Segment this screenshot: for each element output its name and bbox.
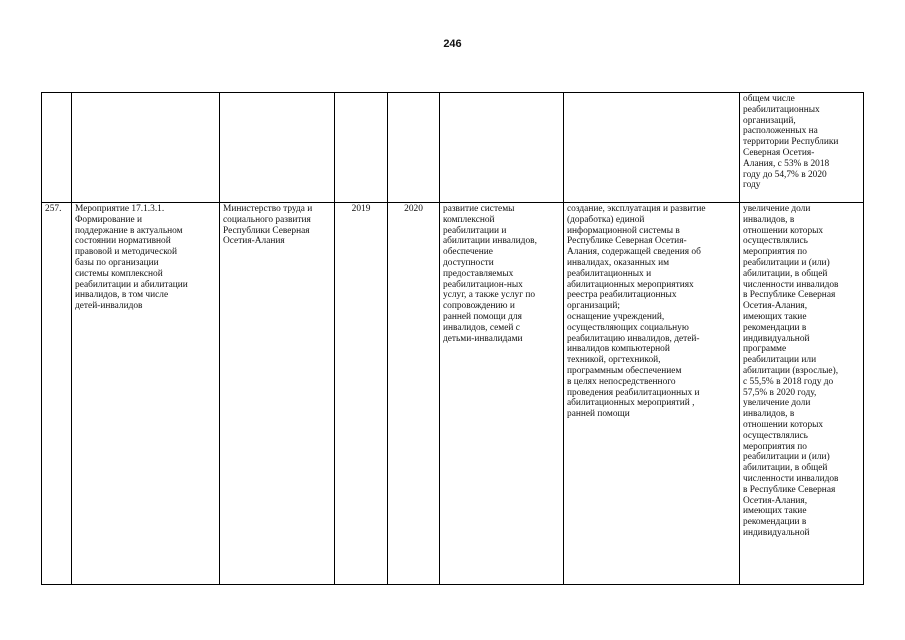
cell-text-line: обеспечение xyxy=(443,247,493,258)
cell-text-line: реабилитации и абилитации xyxy=(75,279,188,290)
cell-text-line: реабилитации и xyxy=(443,225,507,236)
cell-text-line: общем числе xyxy=(743,94,795,104)
cell-text-line: реабилитации и (или) xyxy=(743,452,830,463)
cell-text-line: создание, эксплуатация и развитие xyxy=(567,204,706,214)
cell-text-line: системы комплексной xyxy=(75,268,163,279)
cell-text-line: организаций, xyxy=(743,115,796,126)
cell-text-line: мероприятия по xyxy=(743,441,807,452)
cell-text-line: детей-инвалидов xyxy=(75,301,143,312)
start-year-cell: 2019 xyxy=(335,203,388,585)
cell-text-line: году xyxy=(743,180,761,191)
cell-text-line: техникой, оргтехникой, xyxy=(567,355,661,366)
cell-text-line: инвалидов, в xyxy=(743,214,795,225)
cell-text-line: инвалидов, в xyxy=(743,409,795,420)
cell-text-line: сопровождению и xyxy=(443,301,515,312)
cell-text-line: проведения реабилитационных и xyxy=(567,387,700,398)
cell-text-line: реабилитации или xyxy=(743,355,817,366)
cell-text-line: предоставляемых xyxy=(443,268,514,279)
cell-text-line: абилитации инвалидов, xyxy=(443,236,537,247)
cell-text-line: году до 54,7% в 2020 xyxy=(743,169,827,180)
cell-text-line: Министерство труда и xyxy=(223,204,313,214)
cell-text-line: Республики Северная xyxy=(223,225,310,236)
cell-text-line: информационной системы в xyxy=(567,225,680,236)
cell-text-line: имеющих такие xyxy=(743,311,807,322)
page-number: 246 xyxy=(443,38,462,50)
cell-text-line: рекомендации в xyxy=(743,322,807,333)
cell-text-line: численности инвалидов xyxy=(743,473,839,484)
cell-text-line: реабилитацион-ных xyxy=(443,279,523,290)
cell-text-line: абилитации (взрослые), xyxy=(743,365,839,376)
cell-text-line: имеющих такие xyxy=(743,506,807,517)
cell-text-line: (доработка) единой xyxy=(567,214,645,225)
table-row xyxy=(42,93,864,203)
cell-text-line: абилитации, в общей xyxy=(743,268,828,279)
cell-text-line: абилитационных мероприятий , xyxy=(567,398,695,409)
cell-text-line: в Республике Северная xyxy=(743,484,836,495)
table-row xyxy=(42,203,864,585)
cell-text-line: Алания, с 53% в 2018 xyxy=(743,158,830,169)
cell-text-line: отношении которых xyxy=(743,419,824,430)
cell-text-line: поддержание в актуальном xyxy=(75,225,183,236)
cell-text-line: инвалидов, в том числе xyxy=(75,290,169,301)
cell-text-line: абилитации, в общей xyxy=(743,463,828,474)
cell-text-line: Северная Осетия- xyxy=(743,147,815,158)
cell-text-line: реестра реабилитационных xyxy=(567,290,677,301)
cell-text-line: ранней помощи для xyxy=(443,311,522,322)
end-year-cell: 2020 xyxy=(388,203,440,585)
cell-text-line: Формирование и xyxy=(75,214,142,225)
cell-text-line: увеличение доли xyxy=(743,398,811,409)
cell-text-line: осуществлялись xyxy=(743,430,808,441)
cell-text-line: численности инвалидов xyxy=(743,279,839,290)
program-table xyxy=(41,92,864,585)
cell-text-line: доступности xyxy=(443,257,494,268)
cell-text-line: базы по организации xyxy=(75,257,159,268)
target-indicator-cell xyxy=(740,203,864,585)
cell-text-line: реабилитацию инвалидов, детей- xyxy=(567,333,700,344)
executor-cell xyxy=(220,93,335,203)
row-number-cell: 257. xyxy=(42,203,72,585)
cell-text-line: программным обеспечением xyxy=(567,365,682,376)
expected-result-cell xyxy=(440,93,564,203)
cell-text-line: реабилитации и (или) xyxy=(743,257,830,268)
event-cell xyxy=(72,93,220,203)
cell-text-line: Республике Северная Осетия- xyxy=(567,236,687,247)
cell-text-line: социального развития xyxy=(223,214,311,225)
cell-text-line: ранней помощи xyxy=(567,409,630,420)
cell-text-line: реабилитационных и xyxy=(567,268,652,279)
cell-text-line: Мероприятие 17.1.3.1. xyxy=(75,204,165,214)
cell-text-line: 57,5% в 2020 году, xyxy=(743,387,817,398)
main-activities-cell xyxy=(564,203,740,585)
cell-text-line: инвалидов, семей с xyxy=(443,322,520,333)
cell-text-line: с 55,5% в 2018 году до xyxy=(743,376,834,387)
cell-text-line: комплексной xyxy=(443,214,495,225)
cell-text-line: абилитационных мероприятиях xyxy=(567,279,694,290)
executor-cell xyxy=(220,203,335,585)
target-indicator-cell xyxy=(740,93,864,203)
cell-text-line: отношении которых xyxy=(743,225,824,236)
cell-text-line: организаций; xyxy=(567,301,620,312)
row-number-cell xyxy=(42,93,72,203)
main-activities-cell xyxy=(564,93,740,203)
cell-text-line: детьми-инвалидами xyxy=(443,333,523,344)
expected-result-cell xyxy=(440,203,564,585)
cell-text-line: инвалидах, оказанных им xyxy=(567,257,670,268)
cell-text-line: расположенных на xyxy=(743,126,818,137)
cell-text-line: Осетия-Алания xyxy=(223,236,285,247)
cell-text-line: оснащение учреждений, xyxy=(567,311,665,322)
cell-text-line: Осетия-Алания, xyxy=(743,301,808,312)
cell-text-line: рекомендации в xyxy=(743,517,807,528)
cell-text-line: осуществлялись xyxy=(743,236,808,247)
cell-text-line: развитие системы xyxy=(443,204,515,214)
cell-text-line: осуществляющих социальную xyxy=(567,322,689,333)
cell-text-line: Алания, содержащей сведения об xyxy=(567,247,701,258)
end-year-cell xyxy=(388,93,440,203)
cell-text-line: индивидуальной xyxy=(743,527,810,538)
cell-text-line: правовой и методической xyxy=(75,247,178,258)
event-cell xyxy=(72,203,220,585)
cell-text-line: увеличение доли xyxy=(743,204,811,214)
cell-text-line: в Республике Северная xyxy=(743,290,836,301)
cell-text-line: территории Республики xyxy=(743,137,839,148)
cell-text-line: программе xyxy=(743,344,787,355)
cell-text-line: реабилитационных xyxy=(743,104,820,115)
cell-text-line: состоянии нормативной xyxy=(75,236,171,247)
cell-text-line: индивидуальной xyxy=(743,333,810,344)
cell-text-line: в целях непосредственного xyxy=(567,376,676,387)
cell-text-line: мероприятия по xyxy=(743,247,807,258)
cell-text-line: услуг, а также услуг по xyxy=(443,290,536,301)
cell-text-line: инвалидов компьютерной xyxy=(567,344,670,355)
cell-text-line: Осетия-Алания, xyxy=(743,495,808,506)
start-year-cell xyxy=(335,93,388,203)
